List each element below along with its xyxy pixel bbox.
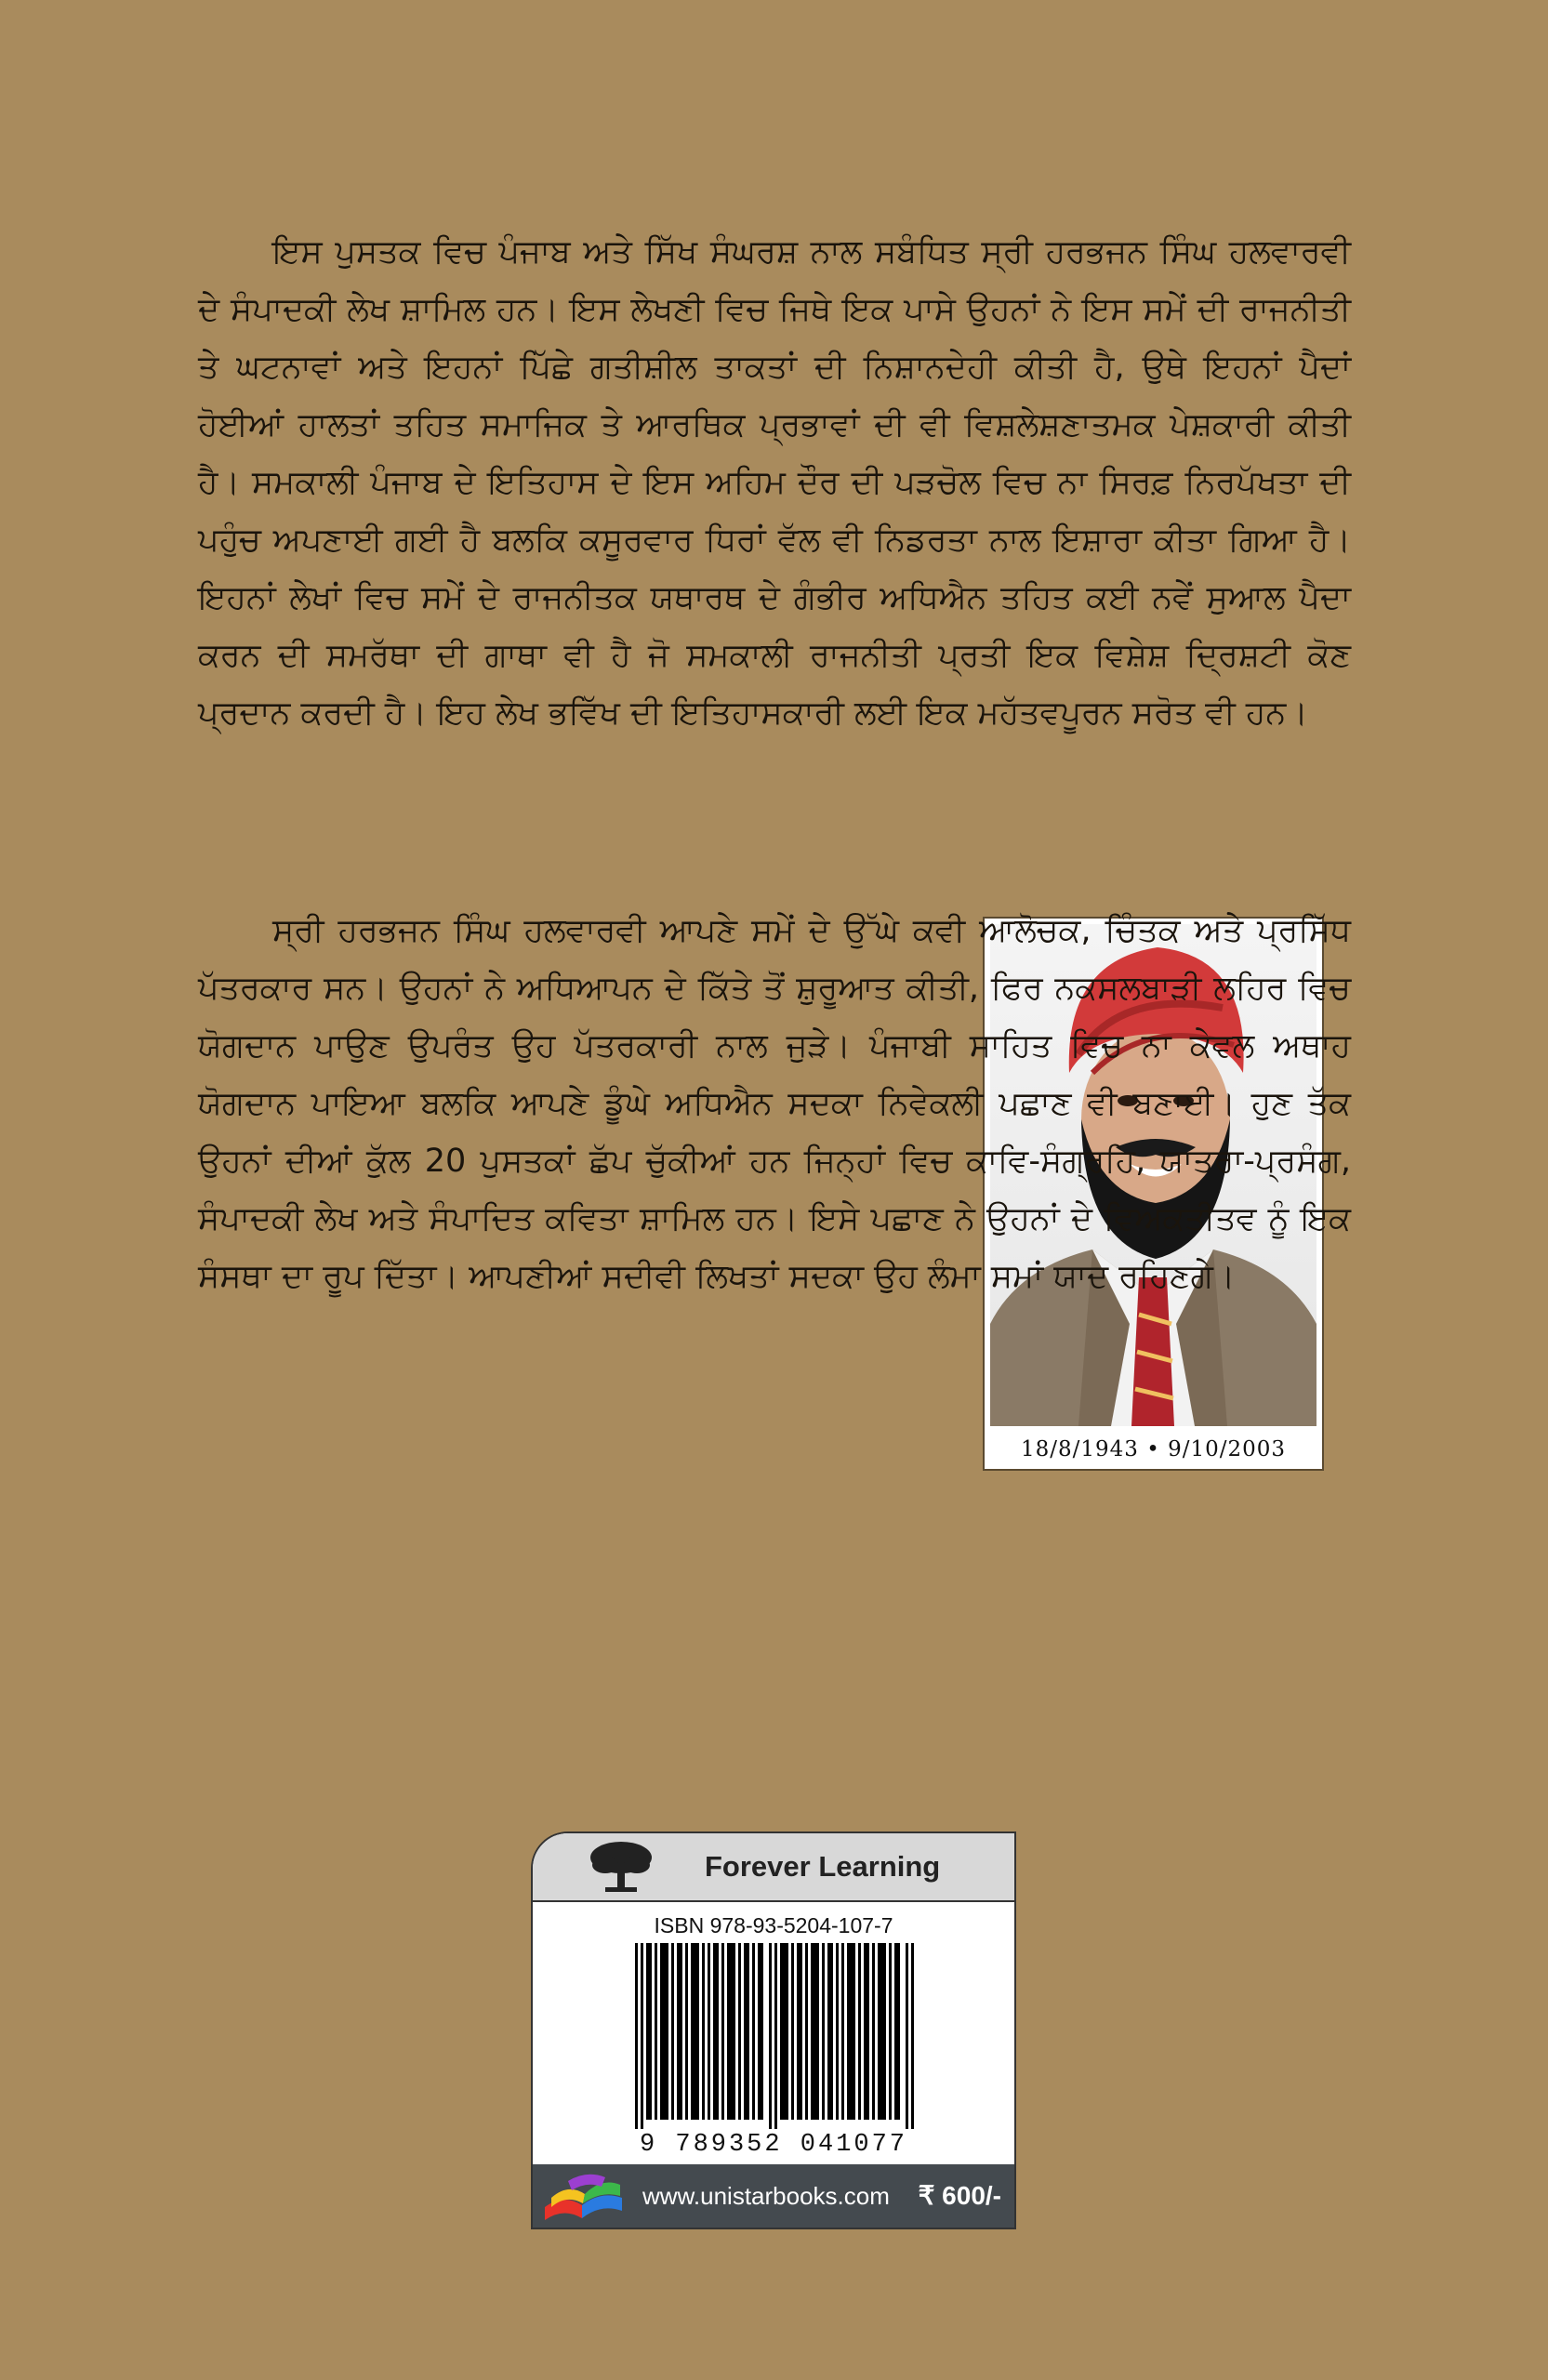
description-paragraph: ਇਸ ਪੁਸਤਕ ਵਿਚ ਪੰਜਾਬ ਅਤੇ ਸਿੱਖ ਸੰਘਰਸ਼ ਨਾਲ ਸਬੰਧਿਤ ਸ੍ਰੀ ਹਰਭਜਨ ਸਿੰਘ ਹਲਵਾਰਵੀ ਦੇ ਸੰਪਾਦਕੀ ਲੇਖ ਸ਼ਾਮਿਲ ਹਨ। ਇਸ ਲੇਖਣੀ ਵਿਚ ਜਿਥੇ ਇਕ ਪਾਸੇ ਉਹਨਾਂ ਨੇ ਇਸ ਸਮੇਂ ਦੀ ਰਾਜਨੀਤੀ ਤੇ ਘਟਨਾਵਾਂ ਅਤੇ ਇਹਨਾਂ ਪਿੱਛੇ ਗਤੀਸ਼ੀਲ ਤਾਕਤਾਂ ਦੀ ਨਿਸ਼ਾਨਦੇਹੀ ਕੀਤੀ ਹੈ, ਉਥੇ ਇਹਨਾਂ ਪੈਦਾਂ ਹੋਈਆਂ ਹਾਲਤਾਂ ਤਹਿਤ ਸਮਾਜਿਕ ਤੇ ਆਰਥਿਕ ਪ੍ਰਭਾਵਾਂ ਦੀ ਵੀ ਵਿਸ਼ਲੇਸ਼ਣਾਤਮਕ ਪੇਸ਼ਕਾਰੀ ਕੀਤੀ ਹੈ। ਸਮਕਾਲੀ ਪੰਜਾਬ ਦੇ ਇਤਿਹਾਸ ਦੇ ਇਸ ਅਹਿਮ ਦੌਰ ਦੀ ਪੜਚੋਲ ਵਿਚ ਨਾ ਸਿਰਫ਼ ਨਿਰਪੱਖਤਾ ਦੀ ਪਹੁੰਚ ਅਪਣਾਈ ਗਈ ਹੈ ਬਲਕਿ ਕਸੂਰਵਾਰ ਧਿਰਾਂ ਵੱਲ ਵੀ ਨਿਡਰਤਾ ਨਾਲ ਇਸ਼ਾਰਾ ਕੀਤਾ ਗਿਆ ਹੈ। ਇਹਨਾਂ ਲੇਖਾਂ ਵਿਚ ਸਮੇਂ ਦੇ ਰਾਜਨੀਤਕ ਯਥਾਰਥ ਦੇ ਗੰਭੀਰ ਅਧਿਐਨ ਤਹਿਤ ਕਈ ਨਵੇਂ ਸੁਆਲ ਪੈਦਾ ਕਰਨ ਦੀ ਸਮਰੱਥਾ ਦੀ ਗਾਥਾ ਵੀ ਹੈ ਜੋ ਸਮਕਾਲੀ ਰਾਜਨੀਤੀ ਪ੍ਰਤੀ ਇਕ ਵਿਸ਼ੇਸ਼ ਦ੍ਰਿਸ਼ਟੀ ਕੋਣ ਪ੍ਰਦਾਨ ਕਰਦੀ ਹੈ। ਇਹ ਲੇਖ ਭਵਿੱਖ ਦੀ ਇਤਿਹਾਸਕਾਰੀ ਲਈ ਇਕ ਮਹੱਤਵਪੂਰਨ ਸਰੋਤ ਵੀ ਹਨ। [198, 233, 1351, 732]
isbn-barcode-box [531, 1831, 1016, 2229]
author-bio-paragraph [198, 902, 1351, 1305]
isbn-number: ISBN 978-93-5204-107-7 [654, 1913, 893, 1937]
publisher-header [533, 1833, 1014, 1902]
barcode-digits: 9 789352 041077 [639, 2131, 908, 2159]
publisher-website: www.unistarbooks.com [642, 2182, 890, 2210]
tree-icon [589, 1839, 654, 1897]
book-price: ₹ 600/- [918, 2181, 1001, 2210]
publisher-tagline: Forever Learning [705, 1850, 941, 1883]
publisher-footer [533, 2164, 1014, 2228]
books-logo-icon [540, 2170, 628, 2224]
life-dates-caption: 18/8/1943 • 9/10/2003 [1020, 1437, 1287, 1461]
author-bio-text: ਸ੍ਰੀ ਹਰਭਜਨ ਸਿੰਘ ਹਲਵਾਰਵੀ ਆਪਣੇ ਸਮੇਂ ਦੇ ਉੱਘੇ ਕਵੀ ਆਲੋਚਕ, ਚਿੰਤਕ ਅਤੇ ਪ੍ਰਸਿੱਧ ਪੱਤਰਕਾਰ ਸਨ। ਉਹਨਾਂ ਨੇ ਅਧਿਆਪਨ ਦੇ ਕਿੱਤੇ ਤੋਂ ਸ਼ੁਰੂਆਤ ਕੀਤੀ, ਫਿਰ ਨਕਸਲਬਾੜੀ ਲਹਿਰ ਵਿਚ ਯੋਗਦਾਨ ਪਾਉਣ ਉਪਰੰਤ ਉਹ ਪੱਤਰਕਾਰੀ ਨਾਲ ਜੁੜੇ। ਪੰਜਾਬੀ ਸਾਹਿਤ ਵਿਚ ਨਾ ਕੇਵਲ ਅਥਾਹ ਯੋਗਦਾਨ ਪਾਇਆ ਬਲਕਿ ਆਪਣੇ ਡੂੰਘੇ ਅਧਿਐਨ ਸਦਕਾ ਨਿਵੇਕਲੀ ਪਛਾਣ ਵੀ ਬਣਾਈ। ਹੁਣ ਤੱਕ ਉਹਨਾਂ ਦੀਆਂ ਕੁੱਲ 20 ਪੁਸਤਕਾਂ ਛੱਪ ਚੁੱਕੀਆਂ ਹਨ ਜਿਨ੍ਹਾਂ ਵਿਚ ਕਾਵਿ-ਸੰਗ੍ਰਹਿ, ਯਾਤਰਾ-ਪ੍ਰਸੰਗ, ਸੰਪਾਦਕੀ ਲੇਖ ਅਤੇ ਸੰਪਾਦਿਤ ਕਵਿਤਾ ਸ਼ਾਮਿਲ ਹਨ। ਇਸੇ ਪਛਾਣ ਨੇ ਉਹਨਾਂ ਦੇ ਵਿਅਕਤੀਤਵ ਨੂੰ ਇਕ ਸੰਸਥਾ ਦਾ ਰੂਪ ਦਿੱਤਾ। ਆਪਣੀਆਂ ਸਦੀਵੀ ਲਿਖਤਾਂ ਸਦਕਾ ਉਹ ਲੰਮਾ ਸਮਾਂ ਯਾਦ ਰਹਿਣਗੇ। [198, 912, 1351, 1295]
barcode-icon [635, 1943, 914, 2129]
